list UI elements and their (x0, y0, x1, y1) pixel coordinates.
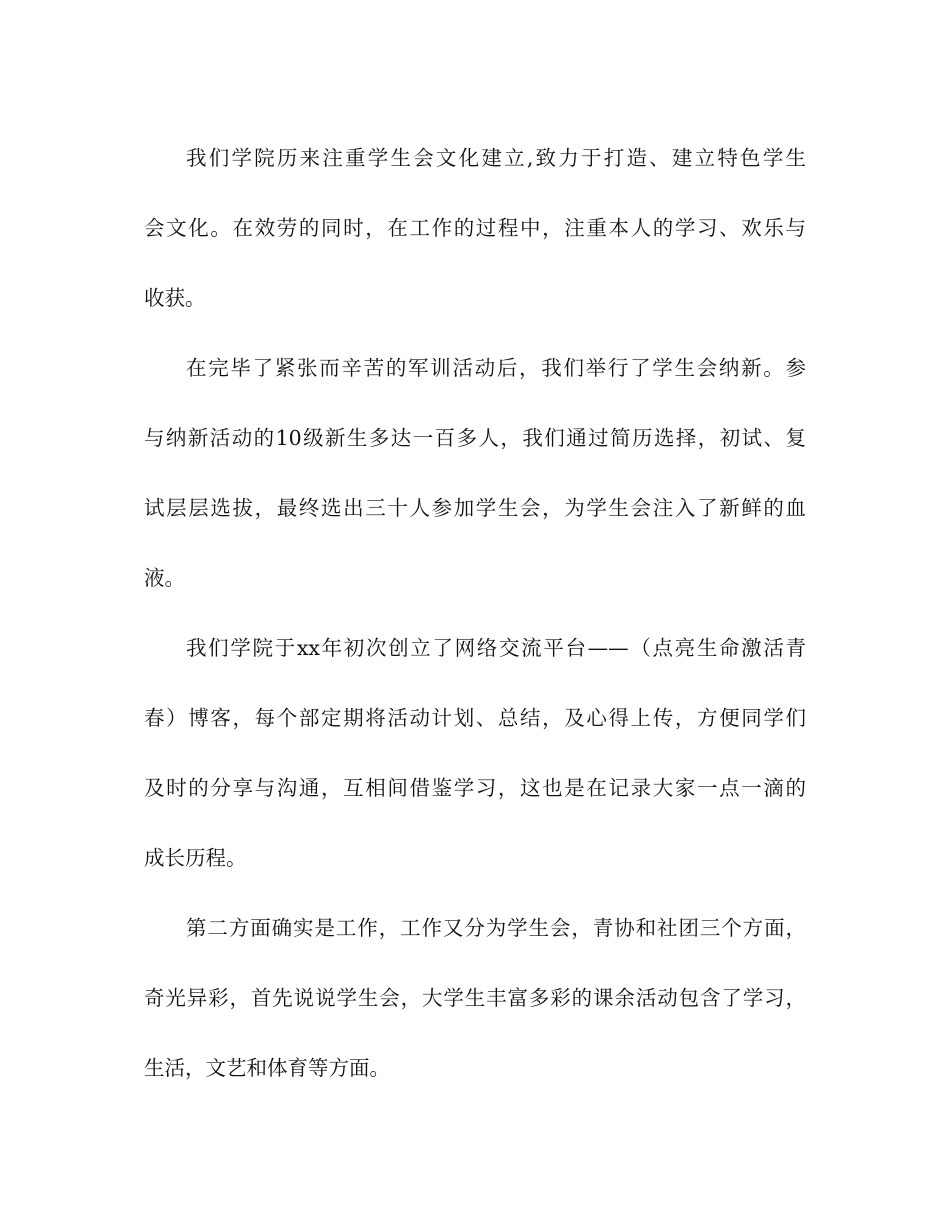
text-line: 会文化。在效劳的同时，在工作的过程中，注重本人的学习、欢乐与 (144, 216, 806, 240)
document-body (144, 135, 806, 1115)
text-line: 与纳新活动的10级新生多达一百多人，我们通过简历选择，初试、复 (144, 426, 806, 450)
text-line: 液。 (144, 566, 185, 590)
text-line: 第二方面确实是工作，工作又分为学生会，青协和社团三个方面， (186, 916, 806, 940)
text-line: 春）博客，每个部定期将活动计划、总结，及心得上传，方便同学们 (144, 706, 806, 730)
text-line: 成长历程。 (144, 846, 247, 870)
text-line: 试层层选拔，最终选出三十人参加学生会，为学生会注入了新鲜的血 (144, 496, 806, 520)
paragraph-3 (144, 625, 806, 881)
paragraph-1 (144, 135, 806, 321)
text-line: 在完毕了紧张而辛苦的军训活动后，我们举行了学生会纳新。参 (186, 356, 806, 380)
text-line: 奇光异彩，首先说说学生会，大学生丰富多彩的课余活动包含了学习， (144, 986, 806, 1010)
text-line: 我们学院历来注重学生会文化建立,致力于打造、建立特色学生 (186, 146, 806, 170)
text-line: 收获。 (144, 286, 206, 310)
paragraph-4 (144, 905, 806, 1091)
text-line: 生活，文艺和体育等方面。 (144, 1056, 390, 1080)
text-line: 及时的分享与沟通，互相间借鉴学习，这也是在记录大家一点一滴的 (144, 776, 806, 800)
text-line: 我们学院于xx年初次创立了网络交流平台——（点亮生命激活青 (186, 636, 806, 660)
paragraph-2 (144, 345, 806, 601)
